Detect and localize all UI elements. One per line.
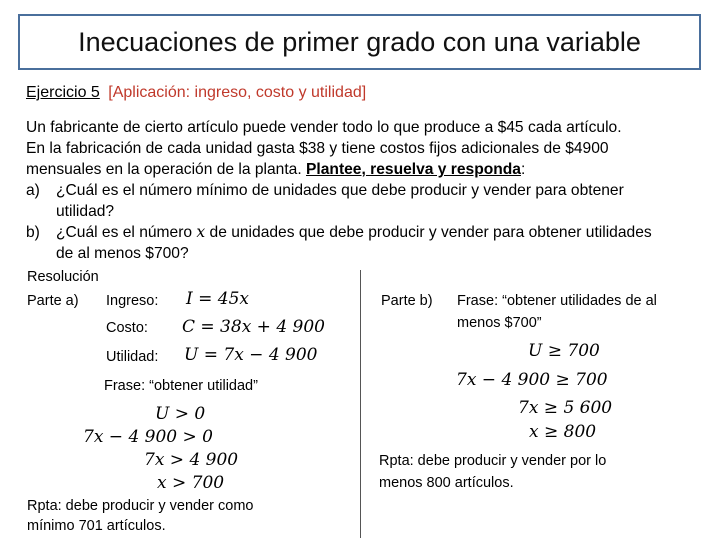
slide-title — [18, 14, 701, 70]
part-a-step-2: 7x − 4 900 > 0 — [83, 427, 213, 447]
exercise-heading — [26, 84, 366, 102]
profit-label: Utilidad: — [106, 349, 159, 365]
problem-statement — [26, 117, 652, 264]
income-equation: I = 45x — [186, 289, 249, 309]
problem-line-2: En la fabricación de cada unidad gasta $38 y tiene costos fijos adicionales de $4900 — [26, 140, 609, 157]
profit-equation: U = 7x − 4 900 — [184, 345, 318, 365]
question-b — [26, 222, 652, 243]
income-label: Ingreso: — [106, 293, 159, 309]
part-a-step-3: 7x > 4 900 — [144, 450, 239, 470]
part-a-label: Parte a) — [27, 293, 79, 309]
part-b-answer-line-1: Rpta: debe producir y vender por lo — [379, 453, 607, 469]
part-a-step-4: x > 700 — [157, 473, 225, 493]
problem-line-3-text: mensuales en la operación de la planta. — [26, 161, 307, 178]
question-b-text — [56, 222, 652, 243]
part-b-label: Parte b) — [381, 293, 433, 309]
cost-equation: C = 38x + 4 900 — [182, 317, 325, 337]
instruction-colon: : — [520, 161, 526, 178]
part-a-answer-line-2: mínimo 701 artículos. — [27, 518, 166, 534]
exercise-number: Ejercicio 5 — [26, 84, 100, 101]
question-b-pre: ¿Cuál es el número — [56, 224, 197, 241]
part-a-step-1: U > 0 — [155, 404, 206, 424]
cost-label: Costo: — [106, 320, 148, 336]
question-b-continuation: de al menos $700? — [56, 245, 189, 262]
part-a-answer-line-1: Rpta: debe producir y vender como — [27, 498, 254, 514]
question-a-label: a) — [26, 182, 40, 199]
part-b-step-2: 7x − 4 900 ≥ 700 — [456, 370, 608, 390]
exercise-topic: [Aplicación: ingreso, costo y utilidad] — [108, 84, 367, 101]
resolution-heading: Resolución — [27, 269, 99, 285]
column-divider — [360, 270, 361, 538]
part-b-phrase-line-2: menos $700” — [457, 315, 542, 331]
slide-title-text: Inecuaciones de primer grado con una variable — [78, 26, 641, 57]
question-b-post: de unidades que debe producir y vender para obtener utilidades — [205, 224, 652, 241]
part-b-step-1: U ≥ 700 — [528, 341, 600, 361]
question-a — [26, 180, 652, 201]
instruction-emphasis: Plantee, resuelva y responda — [306, 161, 521, 178]
part-b-step-3: 7x ≥ 5 600 — [518, 398, 613, 418]
problem-line-1: Un fabricante de cierto artículo puede vender todo lo que produce a $45 cada artículo. — [26, 119, 622, 136]
question-b-label: b) — [26, 224, 40, 241]
question-a-text: ¿Cuál es el número mínimo de unidades que debe producir y vender para obtener — [56, 182, 624, 199]
question-a-continuation: utilidad? — [56, 203, 115, 220]
question-b-variable: x — [196, 223, 206, 241]
part-a-phrase: Frase: “obtener utilidad” — [104, 378, 258, 394]
part-b-step-4: x ≥ 800 — [529, 422, 597, 442]
problem-line-3 — [26, 159, 652, 180]
part-b-answer-line-2: menos 800 artículos. — [379, 475, 514, 491]
part-b-phrase-line-1: Frase: “obtener utilidades de al — [457, 293, 657, 309]
